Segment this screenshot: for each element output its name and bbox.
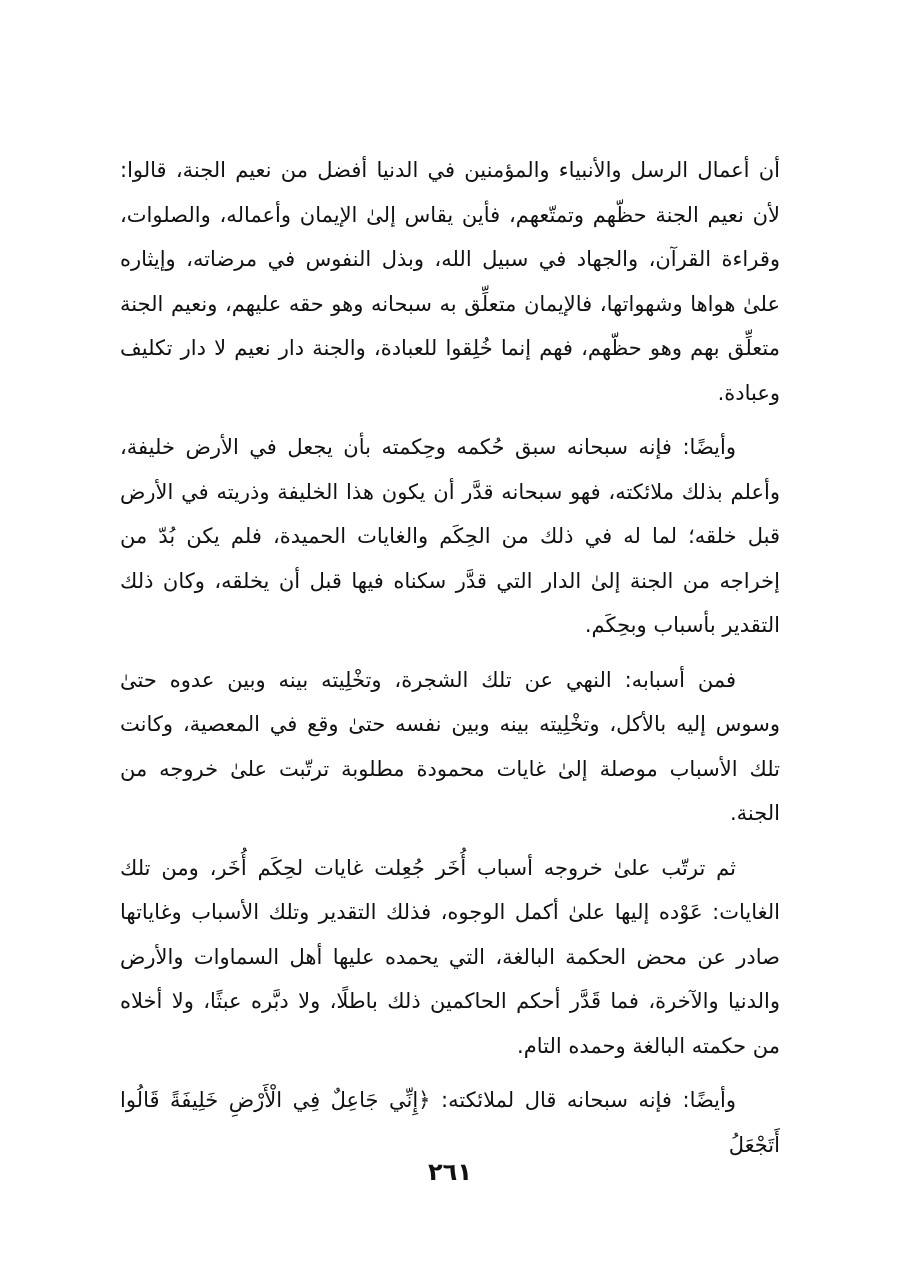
page-number: ٢٦١ bbox=[428, 1158, 472, 1186]
paragraph-5 bbox=[120, 1078, 780, 1167]
paragraph-3: فمن أسبابه: النهي عن تلك الشجرة، وتخْلِيته بينه وبين عدوه حتىٰ وسوس إليه بالأكل، وتخْلِيته بينه وبين نفسه حتىٰ وقع في المعصية، وكانت تلك الأسباب موصلة إلىٰ غايات محمودة مطلوبة ترتّبت علىٰ خروجه من الجنة. bbox=[120, 667, 780, 825]
paragraph-4: ثم ترتّب علىٰ خروجه أسباب أُخَر جُعِلت غايات لحِكَم أُخَر، ومن تلك الغايات: عَوْده إليها علىٰ أكمل الوجوه، فذلك التقدير وتلك الأسباب وغاياتها صادر عن محض الحكمة البالغة، التي يحمده عليها أهل السماوات والأرض والدنيا والآخرة، فما قَدَّر أحكم الحاكمين ذلك باطلًا، ولا دبَّره عبثًا، ولا أخلاه من حكمته البالغة وحمده التام. bbox=[120, 855, 780, 1058]
paragraph-2: وأيضًا: فإنه سبحانه سبق حُكمه وحِكمته بأن يجعل في الأرض خليفة، وأعلم بذلك ملائكته، فهو سبحانه قدَّر أن يكون هذا الخليفة وذريته في الأرض قبل خلقه؛ لما له في ذلك من الحِكَم والغايات الحميدة، فلم يكن بُدّ من إخراجه من الجنة إلىٰ الدار التي قدَّر سكناه فيها قبل أن يخلقه، وكان ذلك التقدير بأسباب وبحِكَم. bbox=[120, 435, 780, 637]
quran-verse: ﴿إِنِّي جَاعِلٌ فِي الْأَرْضِ خَلِيفَةً قَالُوا أَتَجْعَلُ bbox=[120, 1088, 780, 1157]
body-text bbox=[120, 148, 780, 1177]
paragraph-5-lead: وأيضًا: فإنه سبحانه قال لملائكته: bbox=[441, 1088, 736, 1112]
paragraph-1: أن أعمال الرسل والأنبياء والمؤمنين في الدنيا أفضل من نعيم الجنة، قالوا: لأن نعيم الجنة حظّهم وتمتّعهم، فأين يقاس إلىٰ الإيمان وأعماله، والصلوات، وقراءة القرآن، والجهاد في سبيل الله، وبذل النفوس في مرضاته، وإيثاره علىٰ هواها وشهواتها، فالإيمان متعلِّق به سبحانه وهو حقه عليهم، ونعيم الجنة متعلِّق بهم وهو حظّهم، فهم إنما خُلِقوا للعبادة، والجنة دار نعيم لا دار تكليف وعبادة. bbox=[120, 158, 780, 405]
